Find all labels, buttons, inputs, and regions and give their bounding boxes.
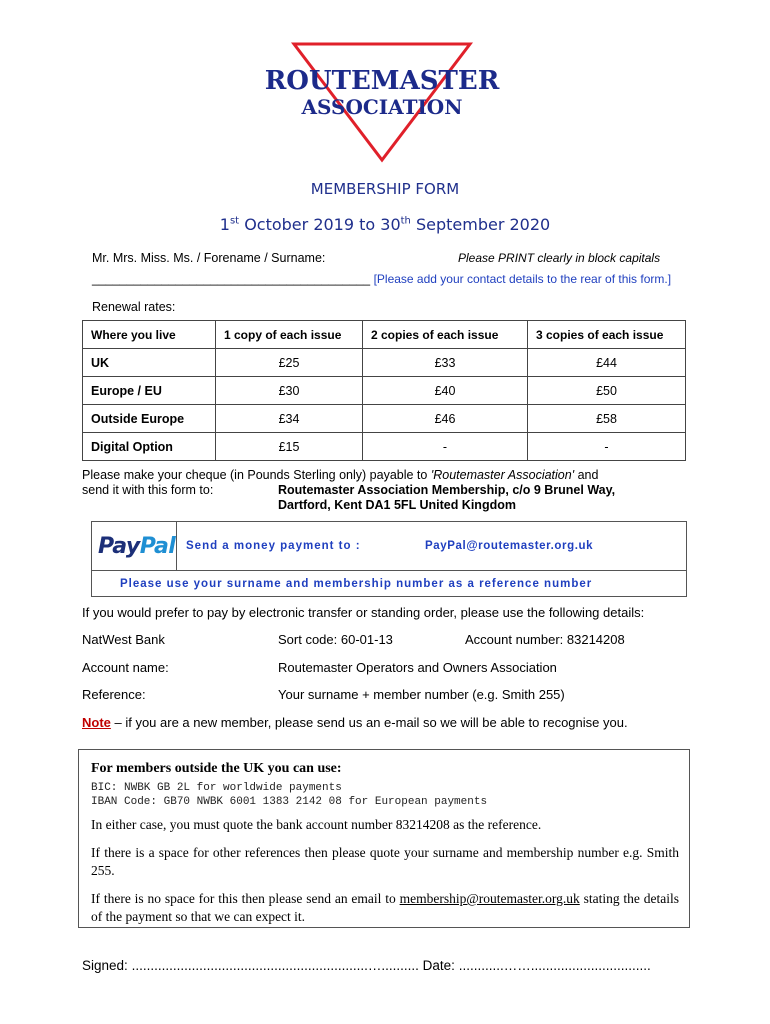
payee-name: 'Routemaster Association': [430, 468, 575, 482]
col-header: 3 copies of each issue: [528, 321, 686, 349]
membership-period: 1st October 2019 to 30th September 2020: [219, 215, 551, 234]
name-entry-line[interactable]: ________________________________________ [Please add your contact details to the rear of this form.]: [92, 272, 672, 286]
bic-code: BIC: NWBK GB 2L for worldwide payments: [91, 782, 342, 794]
account-number: Account number: 83214208: [465, 632, 625, 647]
date-label: Date:: [422, 958, 455, 973]
renewal-rates-label: Renewal rates:: [92, 300, 176, 314]
paypal-reference-note: Please use your surname and membership number as a reference number: [120, 578, 593, 590]
table-row: Europe / EU £30 £40 £50: [83, 377, 686, 405]
international-payments-box: [78, 749, 690, 928]
bank-intro: If you would prefer to pay by electronic transfer or standing order, please use the following details:: [82, 605, 645, 620]
block-capitals-hint: Please PRINT clearly in block capitals: [458, 251, 661, 265]
new-member-note: Note – if you are a new member, please send us an e-mail so we will be able to recognise you.: [82, 715, 628, 730]
table-row: Digital Option £15 - -: [83, 433, 686, 461]
cheque-send-label: send it with this form to:: [82, 483, 214, 497]
paypal-box: [91, 521, 687, 597]
sort-code: Sort code: 60-01-13: [278, 632, 393, 647]
signature-line[interactable]: Signed: ...............................................................….......... Date: ............……................................: [82, 958, 651, 973]
table-row: UK £25 £33 £44: [83, 349, 686, 377]
account-name: Routemaster Operators and Owners Association: [278, 660, 557, 675]
email-instruction: If there is no space for this then please send an email to membership@routemaster.org.uk stating the details of the payment so that we can expect it.: [91, 891, 680, 924]
reference-value: Your surname + member number (e.g. Smith 255): [278, 687, 565, 702]
paypal-send-label: Send a money payment to :: [186, 540, 361, 552]
international-heading: For members outside the UK you can use:: [91, 761, 342, 776]
postal-address-line1: Routemaster Association Membership, c/o 9 Brunel Way,: [278, 483, 616, 497]
paypal-divider: [92, 570, 686, 571]
account-name-label: Account name:: [82, 660, 169, 675]
iban-code: IBAN Code: GB70 NWBK 6001 1383 2142 08 for European payments: [91, 796, 488, 808]
cheque-instructions: Please make your cheque (in Pounds Sterling only) payable to 'Routemaster Association' and: [82, 468, 599, 482]
bank-name: NatWest Bank: [82, 632, 165, 647]
col-header: 2 copies of each issue: [363, 321, 528, 349]
postal-address-line2: Dartford, Kent DA1 5FL United Kingdom: [278, 498, 516, 512]
logo-line1: ROUTEMASTER: [264, 66, 500, 96]
logo-line2: ASSOCIATION: [301, 95, 463, 119]
col-header: 1 copy of each issue: [216, 321, 363, 349]
table-row: Outside Europe £34 £46 £58: [83, 405, 686, 433]
reference-label: Reference:: [82, 687, 146, 702]
routemaster-logo: [264, 42, 500, 170]
form-title: MEMBERSHIP FORM: [310, 180, 460, 198]
note-label: Note: [82, 715, 111, 730]
signed-label: Signed:: [82, 958, 128, 973]
renewal-rates-table: [82, 320, 686, 461]
membership-email-link[interactable]: membership@routemaster.org.uk: [399, 891, 580, 906]
reference-instruction: In either case, you must quote the bank account number 83214208 as the reference.: [91, 817, 542, 832]
paypal-email[interactable]: PayPal@routemaster.org.uk: [425, 540, 594, 552]
table-header-row: [83, 321, 686, 349]
col-header: Where you live: [83, 321, 216, 349]
other-reference-instruction: If there is a space for other references then please quote your surname and membership number e.g. Smith 255.: [91, 845, 679, 878]
name-label: Mr. Mrs. Miss. Ms. / Forename / Surname:: [92, 251, 326, 265]
contact-details-note: [Please add your contact details to the rear of this form.]: [373, 272, 672, 286]
paypal-logo-cell: [92, 522, 177, 570]
paypal-logo: PayPal: [98, 534, 176, 559]
